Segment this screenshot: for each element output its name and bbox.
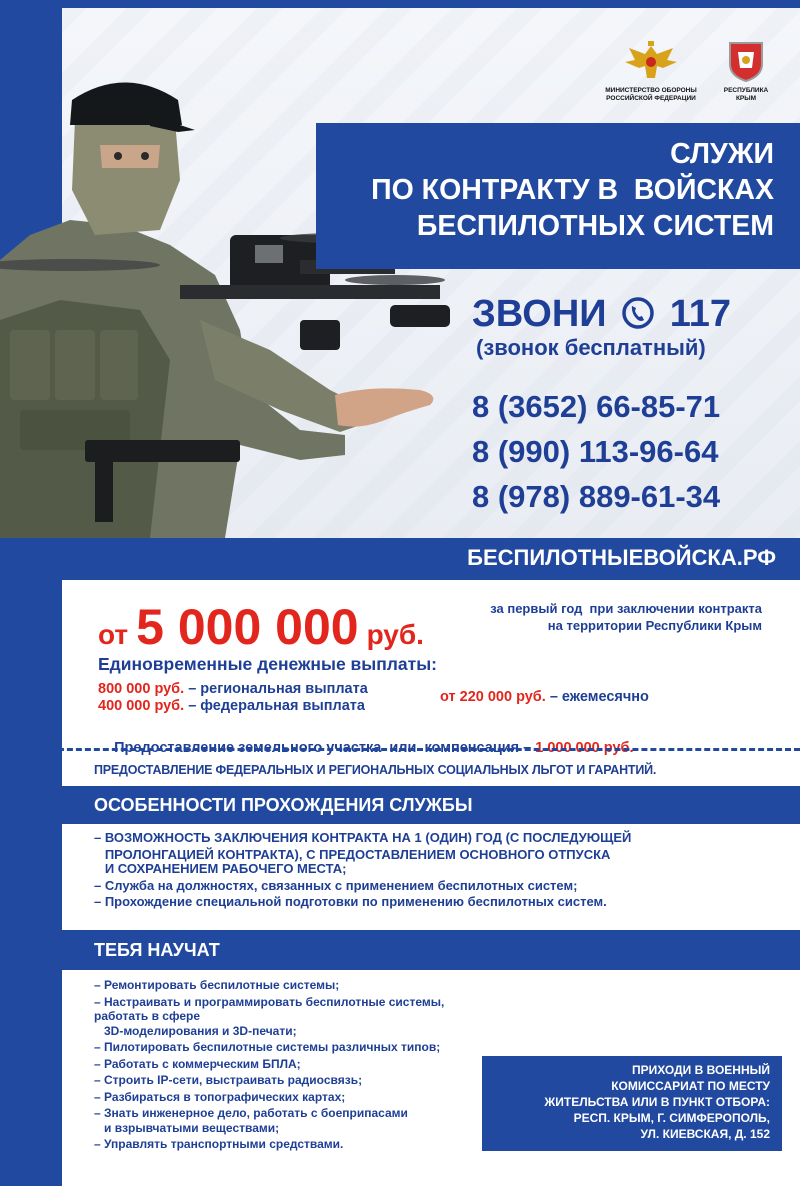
- service-features-list: [94, 831, 734, 912]
- crimea-caption-line1: РЕСПУБЛИКА: [723, 87, 769, 94]
- recruitment-line1: ПРИХОДИ В ВОЕННЫЙ: [631, 1063, 770, 1077]
- training-section-title: ТЕБЯ НАУЧАТ: [94, 940, 220, 960]
- list-item: – Служба на должностях, связанных с применением беспилотных систем;: [94, 877, 578, 893]
- title-line3: БЕСПИЛОТНЫХ СИСТЕМ: [416, 210, 774, 242]
- salary-currency: руб.: [366, 619, 424, 650]
- list-item: – Прохождение специальной подготовки по применению беспилотных систем.: [94, 894, 607, 909]
- title-line2: ПО КОНТРАКТУ В ВОЙСКАХ: [371, 174, 774, 206]
- payments-title: Единовременные денежные выплаты:: [98, 654, 438, 674]
- list-item: И СОХРАНЕНИЕМ РАБОЧЕГО МЕСТА;: [94, 861, 347, 876]
- training-list: [94, 978, 494, 1154]
- regional-amount: 800 000 руб.: [98, 681, 185, 697]
- monthly-label: – ежемесячно: [545, 689, 649, 705]
- list-item: – Ремонтировать беспилотные системы;: [94, 978, 340, 992]
- salary-note: [462, 600, 762, 634]
- salary-note-line1: за первый год при заключении контракта: [490, 601, 762, 616]
- recruitment-text: [490, 1062, 770, 1142]
- land-text: Предоставление земельного участка или компенсация –: [114, 740, 536, 756]
- title-line1: СЛУЖИ: [670, 138, 774, 170]
- crimea-caption-line2: КРЫМ: [735, 95, 757, 102]
- list-item: – Разбираться в топографических картах;: [94, 1089, 346, 1104]
- regional-payment: [98, 680, 368, 698]
- crimea-logo: [708, 40, 784, 103]
- list-item: – Строить IP-сети, выстраивать радиосвязь;: [94, 1073, 363, 1087]
- salary-headline: [98, 598, 424, 656]
- list-item: – Пилотировать беспилотные системы различных типов;: [94, 1040, 441, 1054]
- call-short-number: 117: [669, 293, 732, 335]
- recruitment-line2: КОМИССАРИАТ ПО МЕСТУ: [611, 1079, 770, 1093]
- list-item: ПРОЛОНГАЦИЕЙ КОНТРАКТА), С ПРЕДОСТАВЛЕНИЕМ ОСНОВНОГО ОТПУСКА: [94, 846, 611, 862]
- service-section-title: ОСОБЕННОСТИ ПРОХОЖДЕНИЯ СЛУЖБЫ: [94, 795, 473, 815]
- list-item: – Настраивать и программировать беспилотные системы, работать в сфере: [94, 994, 445, 1023]
- phone-number[interactable]: 8 (990) 113-96-64: [472, 434, 719, 469]
- monthly-prefix: от: [440, 689, 456, 705]
- ministry-caption-line2: РОССИЙСКОЙ ФЕДЕРАЦИИ: [606, 95, 696, 102]
- salary-amount: 5 000 000: [136, 599, 359, 655]
- recruitment-line3: ЖИТЕЛЬСТВА ИЛИ В ПУНКТ ОТБОРА:: [544, 1095, 770, 1109]
- list-item: и взрывчатыми веществами;: [94, 1120, 280, 1135]
- recruitment-line4: РЕСП. КРЫМ, Г. СИМФЕРОПОЛЬ,: [573, 1111, 770, 1125]
- ministry-logo: [596, 40, 706, 103]
- federal-payment: [98, 697, 365, 715]
- recruitment-line5: УЛ. КИЕВСКАЯ, Д. 152: [640, 1127, 770, 1141]
- phone-number[interactable]: 8 (978) 889-61-34: [472, 479, 721, 514]
- top-stripe: [0, 0, 800, 8]
- list-item: – ВОЗМОЖНОСТЬ ЗАКЛЮЧЕНИЯ КОНТРАКТА НА 1 (ОДИН) ГОД (С ПОСЛЕДУЮЩЕЙ: [94, 830, 632, 845]
- list-item: – Знать инженерное дело, работать с боеприпасами: [94, 1106, 408, 1120]
- crimea-coat-of-arms-icon: [724, 40, 768, 82]
- salary-note-line2: на территории Республики Крым: [547, 618, 762, 633]
- regional-label: – региональная выплата: [184, 681, 368, 697]
- call-number: [472, 292, 782, 336]
- salary-prefix: от: [98, 619, 129, 650]
- monthly-amount: 220 000 руб.: [455, 689, 546, 705]
- ministry-caption-line1: МИНИСТЕРСТВО ОБОРОНЫ: [605, 87, 697, 94]
- website-link[interactable]: БЕСПИЛОТНЫЕВОЙСКА.РФ: [467, 545, 776, 570]
- federal-amount: 400 000 руб.: [98, 698, 185, 714]
- list-item: – Управлять транспортными средствами.: [94, 1137, 344, 1151]
- benefits-text: ПРЕДОСТАВЛЕНИЕ ФЕДЕРАЛЬНЫХ И РЕГИОНАЛЬНЫХ СОЦИАЛЬНЫХ ЛЬГОТ И ГАРАНТИЙ.: [94, 763, 657, 777]
- list-item: 3D-моделирования и 3D-печати;: [94, 1023, 297, 1038]
- call-word: ЗВОНИ: [472, 293, 607, 335]
- dashed-divider: [40, 748, 800, 751]
- list-item: – Работать с коммерческим БПЛА;: [94, 1056, 301, 1071]
- phone-list: [472, 384, 792, 519]
- page-title: [304, 136, 774, 244]
- phone-icon: [621, 296, 655, 330]
- phone-number[interactable]: 8 (3652) 66-85-71: [472, 389, 721, 424]
- double-headed-eagle-emblem-icon: [623, 40, 679, 82]
- federal-label: – федеральная выплата: [184, 698, 365, 714]
- land-amount: 1 000 000 руб.: [535, 740, 634, 756]
- call-note: (звонок бесплатный): [476, 335, 706, 360]
- monthly-payment: [440, 688, 649, 706]
